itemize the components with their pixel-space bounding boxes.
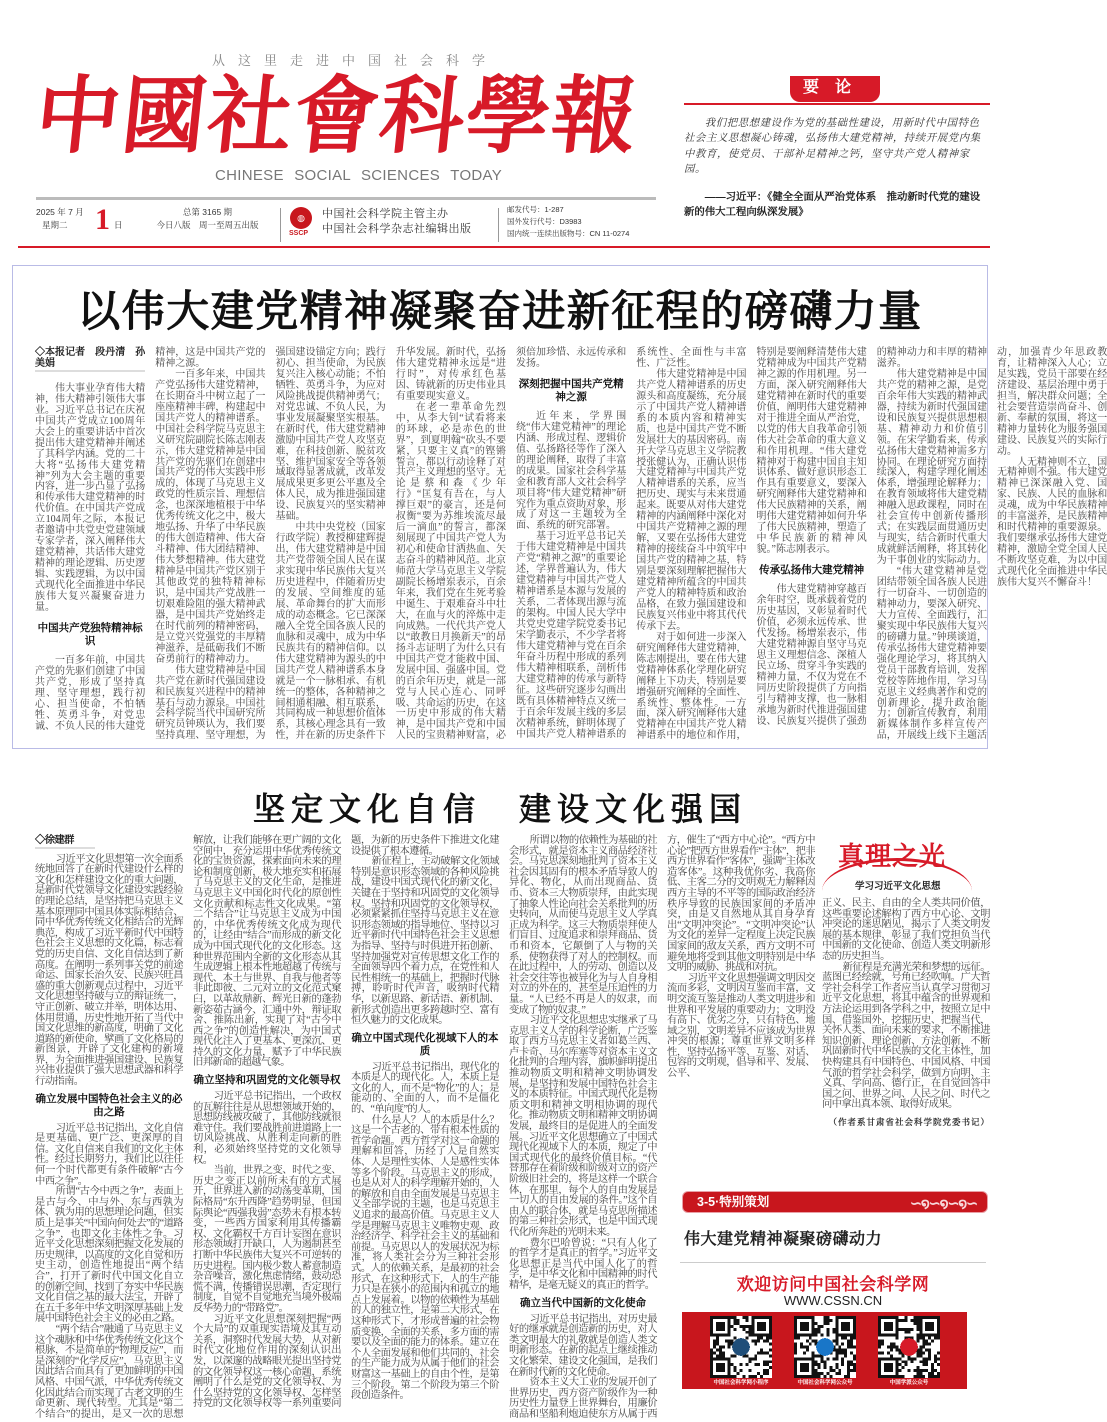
paragraph: 基于习近平总书记关于伟大建党精神是中国共产党“精神之源”的重要论述，学界普遍认为，伟大建党精神与中国共产党人精神谱系是本源与发展的关系，二者体现出源与流的架构。中国人民大学中共党史党建学院党委书记宋学勤表示，不少学者将伟大建党精神与党在百余年奋斗历程中形成的系列伟大精神相联系，剖析伟大建党精神的传承与新特征。这些研究逐步勾画出既有具体精神特点又统一于百余年发展主线的多层次精神系统，鲜明体现了中国共产党人精神谱系的系统性、全面性与丰富性、广泛性。 (516, 347, 747, 740)
paragraph: “两个结合”融通了马克思主义这个魂脉和中华优秀传统文化这个根脉，不是简单的“物理反应”，而是深刻的“化学反应”，马克思主义因此结合而具有了更加鲜明的中国风格、中国气派，中华优秀传统文化因此结合而实现了古老文明的生命更新、现代转型。尤其是“第二个结合”的提出，是又一次的思想解放，让我们能够在更广阔的文化空间中，充分运用中华优秀传统文化的宝贵资源，探索面向未来的理论和制度创新，极大地充实和拓展了马克思主义的文化生命，是推进马克思主义中国化时代化的原创性文化贡献和标志性文化成果。“第二个结合”让马克思主义成为中国的，中华优秀传统文化成为现代的，让经由“结合”而形成的新文化成为中国式现代化的文化形态。这种世界范围内全新的文化形态从其生成逻辑上根本性地超越了传统与现代、本土与世界、自我与他者等非此即彼、二元对立的文化范式窠臼，以革故鼎新、辉光日新的蓬勃新姿茹古涵今、汇通中外，辩证取舍、推陈出新，实现了对“古今中西之争”的创造性解决，为中国式现代化注入了更基本、更深沉、更持久的文化力量，赋予了中华民族旧邦新命的超越气象。 (35, 835, 341, 1420)
cn-code: 国内统一连续出版物号：CN 11-0274 (507, 229, 630, 238)
section-heading: 确立中国式现代化视域下人的本质 (351, 1031, 499, 1057)
yaolun-tab: 要论 (790, 76, 880, 102)
sscp-logo-icon: ◍ (290, 207, 312, 229)
paragraph: 习近平文化思想忠实继承了马克思主义人学的科学论断，广泛鉴取了西方马克思主义者如葛兰西、卢卡奇、马尔库塞等对资本主义文化批判的合理内容，旗帜鲜明提出推动物质文明和精神文明协调发展，是坚持和发展中国特色社会主义的本质特征。中国式现代化是物质文明和精神文明相协调的现代化。推动物质文明和精神文明协调发展，最终目的是促进人的全面发展。习近平文化思想确立了中国式现代化视域下人的本质，规定了中国式现代化的最终价值目标。“代替那存在着阶级和阶级对立的资产阶级旧社会的，将是这样一个联合体，在那里，每个人的自由发展是一切人的自由发展的条件。”这个自由人的联合体，就是马克思所描述的第三种社会形式，也是中国式现代化所奔赴的光明未来。 (509, 1015, 657, 1238)
special-banner-label: 3-5·特别策划 (697, 1195, 770, 1209)
paragraph: 正义、民主、自由的全人类共同价值，这些重要论述解构了西方中心论、文明冲突论的迷思陋见，揭示了人类文明发展的基本规律，彰显了我们党担负当代中国新的文化使命、创造人类文明新形态的历史担当。 (822, 898, 990, 962)
paragraph: 人无精神则不立，国无精神则不强。伟大建党精神已深深融入党、国家、民族、人民的血脉和灵魂，成为中华民族精神的丰富滋养，是民族精神和时代精神的重要源泉。我们要继承弘扬伟大建党精神，激励全党全国人民不断攻坚克难，为以中国式现代化全面推进中华民族伟大复兴不懈奋斗！ (997, 456, 1107, 589)
paragraph: 当前，世界之变、时代之变、历史之变正以前所未有的方式展开，世界进入新的动荡变革期，国际格局“东升西降”趋势明显，但国际舆论“西强我弱”态势未有根本转变，一些西方国家利用其传播霸权、文化霸权千方百计妄图在意识形态领域打开缺口，人为遏制甚至打断中华民族伟大复兴不可逆转的历史进程。国内极少数人蓄意制造杂音噪音，激化焦虑情绪，鼓动恐慌不满，传播错误思潮，否定现行制度，自觉不自觉地充当境外极端反华势力的“带路党”。 (193, 1165, 341, 1314)
paragraph: 新征程是充满光荣和梦想的远征。蓝图已经绘就，号角已经吹响。广大哲学社会科学工作者应当认真学习贯彻习近平文化思想，将其中蕴含的世界观和方法论运用到各学科之中，按照立足中国、借鉴国外，挖掘历史、把握当代，关怀人类、面向未来的要求，不断推进知识创新、理论创新、方法创新，不断巩固新时代中华民族的文化主体性，加快构建具有中国特色、中国风格、中国气派的哲学社会科学，做到方向明、主义真、学问高、德行正，在自觉回答中国之问、世界之问、人民之问、时代之问中拿出真本领、取得好成果。 (822, 961, 990, 1111)
lower-article-title: 坚定文化自信 建设文化强国 (252, 791, 747, 827)
qr-label: 中国社会科学网小程序 (713, 1380, 769, 1386)
paragraph: 习近平总书记指出，文化自信是更基础、更广泛、更深厚的自信。文化自信来自我们的文化主体性。经过长期努力，我们比以往任何一个时代都更有条件破解“古今中西之争”。 (35, 1122, 183, 1187)
section-heading: 确立发展中国特色社会主义的必由之路 (35, 1092, 183, 1118)
paragraph: 伟大建党精神是中国共产党人精神谱系的历史源头和高度凝练，充分展示了中国共产党人精神谱系的本质内容和精神实质，也是中国共产党不断发展壮大的基因密码。南开大学马克思主义学院教授张健认为，正确认识伟大建党精神与中国共产党人精神谱系的关系，应当把历史、现实与未来贯通起来。既要从对伟大建党精神的内涵阐释中深化对中国共产党精神之源的理解，又要在弘扬伟大建党精神的接续奋斗中筑牢中国共产党的精神之基，特别是要深刻理解把握伟大建党精神所蕴含的中国共产党人的精神特质和政治品格，在致力强国建设和民族复兴伟业中将其代代传承下去。 (636, 368, 747, 632)
special-banner[interactable] (682, 1191, 988, 1213)
newspaper-masthead: 中國社會科學報 (31, 71, 643, 164)
pages-info: 今日八版 周一至周五出版 (156, 220, 259, 230)
paragraph: 新征程上，主动破解文化领域特别是意识形态领域的各种风险挑战，建设中国式现代化的新文化，关键在于坚持和巩固党的文化领导权。坚持和巩固党的文化领导权，必须紧紧抓住坚持马克思主义在意识形态领域的指导地位、坚持以习近平新时代中国特色社会主义思想为指导、坚持与时俱进开拓创新、坚持加强党对宣传思想文化工作的全面领导四个着力点，在党性和人民性相统一的基础上，把握时代脉搏，聆听时代声音，吸纳时代精华，以新思路、新话语、新机制、新形式创造出更多跨越时空、富有恒久魅力的文化成果。 (351, 856, 499, 1027)
divider (280, 208, 281, 242)
section-heading: 确立当代中国新的文化使命 (520, 1296, 646, 1309)
paragraph: 伟大建党精神是中国共产党在新时代强国建设和民族复兴进程中的精神基石与动力源泉。中国社会科学院当代中国研究所研究员钟瑛认为，我们要坚持真理、坚守理想，为强国建设锚定方向；践行初心、担当使命，为民族复兴注入核心动能；不怕牺牲、英勇斗争，为应对风险挑战提供精神勇气；对党忠诚、不负人民，为事业发展凝聚坚实根基。在新时代，伟大建党精神激励中国共产党人攻坚克难，在科技创新、脱贫攻坚、维护国家安全等各领域取得显著成就，改革发展成果更多更公平惠及全体人民，成为推进强国建设、民族复兴的坚实精神基础。 (155, 347, 386, 742)
paragraph: 伟大事业孕育伟大精神，伟大精神引领伟大事业。习近平总书记在庆祝中国共产党成立100周年大会上的重要讲话中首次提出伟大建党精神并阐述了其科学内涵。党的二十大将“弘扬伟大建党精神”列为大会主题的重要内容，进一步凸显了弘扬和传承伟大建党精神的时代价值。在中国共产党成立104周年之际，本报记者邀请中共党史党建领域专家学者，深入阐释伟大建党精神，共话伟大建党精神的理论逻辑、历史逻辑、实践逻辑，为以中国式现代化全面推进中华民族伟大复兴凝聚奋进力量。 (35, 382, 146, 613)
masthead-slogan: 从这里走进中国社会科学 (212, 53, 499, 68)
section-heading: 深刻把握中国共产党精神之源 (518, 377, 624, 403)
yaolun-quote: 我们把思想建设作为党的基础性建设，用新时代中国特色社会主义思想凝心铸魂，弘扬伟大建党精神，持续开展党内集中教育，使党员、干部补足精神之钙，坚守共产党人精神家园。 (684, 118, 981, 175)
paragraph: 伟大建党精神是中国共产党的精神之源，是党百余年伟大实践的精神武器，持续为新时代强国建设和民族复兴提供思想根基、精神动力和价值引领。在宋学勤看来，传承弘扬伟大建党精神需多方协同。在理论研究方面持续深入，构建学理化阐述体系，增强理论解释力；在教育领域将伟大建党精神融入思政课程，同时在社会宣传中创新传播形式；在实践层面贯通历史与现实，结合新时代重大成就鲜活阐释，将其转化为干事创业的实际动力。 (876, 368, 987, 567)
paragraph: 习近平文化思想强调文明因交流而多彩，文明因互鉴而丰富，文明交流互鉴是推动人类文明进步和世界和平发展的重要动力；文明没有高下、优劣之分，只有特色、地域之别，文明差异不应该成为世界冲突的根源；尊重世界文明多样性，坚持弘扬平等、互鉴、对话、包容的文明观，倡导和平、发展、公平、 (667, 972, 815, 1080)
yaolun-source: ——习近平：《健全全面从严治党体系 推动新时代党的建设新的伟大工程向纵深发展》 (684, 192, 981, 218)
qr-label: 中国社会科学网公众号 (797, 1380, 853, 1386)
top-article-body (35, 347, 1107, 745)
lower-article-last-column (822, 899, 990, 1128)
paragraph: 习近平总书记指出，一个政权的瓦解往往是从思想领域开始的，思想防线被攻破了，其他防线就很难守住。我们要战胜前进道路上一切风险挑战、从胜利走向新的胜利，必须始终坚持党的文化领导权。 (193, 1091, 341, 1166)
paragraph: 近年来，学界围绕“伟大建党精神”的理论内涵、形成过程、逻辑价值、弘扬路径等作了深入的理论阐释，取得了丰富的成果。国家社会科学基金和教育部人文社会科学项目将“伟大建党精神”研究作为重点资助对象，形成了对这一主题较为全面、系统的研究部署。 (516, 410, 627, 532)
paragraph: 中共中央党校（国家行政学院）教授柳建辉提出，伟大建党精神是中国共产党带领全国人民在谋求实现中华民族伟大复兴历史进程中，伴随着历史的发展、空间维度的延展、革命舞台的扩大而形成的动态概念。它已深深融入全党全国各族人民的血脉和灵魂中，成为中华民族共有的精神信仰。以伟大建党精神为源头的中国共产党人精神谱系本身就是一个一脉相承、有机统一的整体，各种精神之间相通相融、相互联系，共同构成一种思想价值体系，其核心理念具有一致性，并在新的历史条件下升华发展。新时代，弘扬伟大建党精神永远是“进行时”，对传承红色基因、铸就新的历史伟业具有重要现实意义。 (275, 347, 506, 742)
issue-block (155, 206, 260, 232)
website-title: 欢迎访问中国社会科学网 (736, 1275, 930, 1294)
qr-code-panel (682, 1312, 967, 1389)
paragraph: 对于如何进一步深入研究阐释伟大建党精神，陈志刚提出，要在伟大建党精神体系化学理化研究阐释上下功夫，特别是要增强研究阐释的全面性、系统性、整体性。一方面，深入研究阐释伟大建党精神在中国共产党人精神谱系中的地位和作用，特别是要阐释清楚伟大建党精神成为中国共产党精神之源的作用机理。另一方面，深入研究阐释伟大建党精神在新时代的重要价值，阐明伟大建党精神对于推进全面从严治党，以党的伟大自我革命引领伟大社会革命的重大意义和作用机理。“伟大建党精神对于构建中国自主知识体系、做好意识形态工作具有重要意义，要深入研究阐释伟大建党精神和伟大民族精神的关系，阐明伟大建党精神如何升华了伟大民族精神，塑造了中华民族新的精神风貌。”陈志刚表示。 (636, 347, 867, 742)
author-note: （作者系甘肃省社会科学院党委书记） (828, 1116, 990, 1127)
foreign-code: 国外发行代号：D3983 (507, 217, 582, 226)
qr-label: 中国学派公众号 (889, 1380, 929, 1386)
paragraph: 习近平文化思想第一次全面系统地回答了在新时代建设什么样的文化和怎样建设文化的重大问题，是新时代党领导文化建设实践经验的理论总结，是坚持把马克思主义基本原理同中国具体实际相结合、同中华优秀传统文化相结合的光辉典范，构成了习近平新时代中国特色社会主义思想的文化篇，标志着党的历史自信、文化自信达到了新高度。在阐明一系列事关党的前途命运、国家长治久安、民族兴旺昌盛的重大创新观点过程中，习近平文化思想坚持破与立的辩证统一，守正创新、破立并举，明体达用、体用贯通，历史性地开拓了当代中国文化思维的新高度，明确了文化道路的新使命，擘画了文化格局的新图景，开辟了文化建构的新境界，为全面推进强国建设、民族复兴伟业提供了强大思想武器和科学行动指南。 (35, 853, 183, 1088)
qr-code-icon[interactable] (794, 1316, 856, 1378)
section-heading: 中国共产党独特精神标识 (37, 621, 143, 647)
qr-code-icon[interactable] (710, 1316, 772, 1378)
publisher-line-2: 中国社会科学杂志社编辑出版 (322, 223, 472, 235)
header-rule (18, 246, 990, 248)
paragraph: 所谓“古今中西之争”，表面上是古与今、中与外、东与西孰为体、孰为用的思想理论问题，但实质上是事关“中国向何处去”的“道路之争”，也即文化主体性之争。习近平文化思想深刻把握文化发展的历史规律，以高度的文化自觉和历史主动，创造性地提出“两个结合”，打开了新时代中国文化自立的创新空间，找到了夯实中华民族文化自信之基的最大法宝，开辟了在五千多年中华文明深厚基础上发展中国特色社会主义的必由之路。 (35, 1186, 183, 1325)
divider (36, 197, 656, 200)
paragraph: 所谓以物的依赖性为基础的社会形式，就是资本主义商品经济社会。马克思深刻地批判了资本主义社会因其固有的根本矛盾导致人的异化、物化，从而出现商品、货币、资本三大物质崇拜，由此实现了抽象人性论向社会关系批判的历史转向，从而使马克思主义人学真正成为科学。这三大物质崇拜使人们盲目、过度追求和崇拜商品、货币和资本，它颠倒了人与物的关系，使物获得了对人的控制权。而在此过程中，人的劳动、创造以及社会交往等也被异化为与人自身相对立的外在的，甚至是压迫性的力量。“人已经不再是人的奴隶，而变成了物的奴隶。” (509, 835, 657, 1016)
publisher-block (322, 207, 472, 237)
paragraph: 习近平文化思想深刻把握“两个大局”的双重现实语境及其互动关系，洞察时代发展大势，从对新时代文化地位作用的深刻认识出发，以深邃的战略眼光提出坚持党的文化领导权这一核心命题，系统阐明了什么是党的文化领导权、为什么坚持党的文化领导权、怎样坚持党的文化领导权等一系列重要问题，为新的历史条件下推进文化建设提供了根本遵循。 (193, 835, 499, 1410)
paragraph: 一百多年前，中国共产党的先驱们创建了中国共产党，形成了坚持真理、坚守理想，践行初心、担当使命，不怕牺牲、英勇斗争，对党忠诚、不负人民的伟大建党精神，这是中国共产党的精神之源。 (35, 347, 266, 732)
paragraph: 资本主义大工业的发展开创了世界历史，西方资产阶级作为一种历史性力量登上世界舞台，用廉价商品和坚船利炮迫使东方从属于西方，催生了“西方中心论”。“西方中心论”把西方世界看作“主体”，把非西方世界看作“客体”，强调“主体改造客体”。这种我优你劣、我高你低、主客二分的文明观无力解释因西方主导的不平等的国际政治经济秩序导致的民族国家间的矛盾冲突，由是又自然地从其自身孕育出“文明冲突论”。“文明冲突论”认为文化的差异一定程度上决定民族国家间的敌友关系，西方文明不可避免地将受到其他文明特别是中华文明的威胁、挑战和对抗。 (509, 835, 815, 1420)
paragraph: 费尔巴哈曾说：“只有人化了的哲学才是真正的哲学。”习近平文化思想正是当代中国人化了的哲学，是中华文化和中国精神的时代精华，是毫无疑义的真正的哲学。 (509, 1237, 657, 1291)
day-number: 1 (95, 203, 110, 236)
top-article-byline: ◇本报记者 段丹清 孙美娟 (35, 348, 145, 372)
zhenli-subtitle: 学习习近平文化思想 (855, 881, 941, 892)
paragraph: “伟大建党精神是党团结带领全国各族人民进行一切奋斗、一切创造的精神动力，要深入研究、大力宣传、全面践行，汇聚实现中华民族伟大复兴的磅礴力量。”钟瑛谈道，传承弘扬伟大建党精神要强化理论学习，将其纳入党员干部教育培训，发挥党校等阵地作用，学习马克思主义经典著作和党的创新理论，提升政治能力；创新宣传教育，利用新媒体制作多样宣传产品，开展线上线下主题活动，加强青少年思政教育，让精神深入人心；立足实践，党员干部要在经济建设、基层治理中勇于担当，解决群众问题；全社会要营造崇尚奋斗、创新、奉献的氛围，将这一精神力量转化为服务强国建设、民族复兴的实际行动。 (876, 347, 1107, 742)
section-heading: 确立坚持和巩固党的文化领导权 (193, 1074, 341, 1087)
publisher-line-1: 中国社会科学院主管主办 (322, 208, 449, 220)
sscp-logo-text: SSCP (289, 230, 309, 237)
weekday: 星期二 (42, 220, 68, 230)
date-line: 2025 年 7 月 (36, 207, 84, 217)
cloud-ornament-icon: ∽໑∽໑∽໑∽ (910, 1195, 977, 1211)
day-suffix: 日 (114, 220, 123, 230)
paragraph: 什么是人？人的本质是什么？这是一个古老的、带有根本性质的哲学命题。西方哲学对这一命题的理解和回答，历经了人是自然实体、人是理性实体、人是感性实体等多个阶段。马克思主义的形成，也是从对人的科学理解开始的，人的解放和自由全面发展是马克思主义全部学说的主题，也是马克思主义追求的最高价值。马克思主义人学是理解马克思主义唯物史观、政治经济学、科学社会主义的基础和前提。马克思以人的发展状况为标准，将人类社会分为三种社会形式。人的依赖关系，是最初的社会形式，在这种形式下，人的生产能力只是在狭小的范围内和孤立的地点上发展着。以物的依赖性为基础的人的独立性，是第二大形式，在这种形式下，才形成普遍的社会物质变换，全面的关系，多方面的需要以及全面的能力的体系。建立在个人全面发展和他们共同的、社会的生产能力成为从属于他们的社会财富这一基础上的自由个性，是第三个阶段。第二个阶段为第三个阶段创造条件。 (351, 1114, 499, 1402)
zhenli-column-title: 真理之光 (838, 841, 947, 871)
paragraph: 习近平总书记指出，现代化的本质是人的现代化。人，本质上是文化的人，而不是“物化”的人；是能动的、全面的人，而不是僵化的、“单向度”的人。 (351, 1061, 499, 1116)
lower-article-byline: ◇徐建群 (35, 836, 95, 849)
section-heading: 传承弘扬伟大建党精神 (759, 564, 865, 577)
postal-code: 邮发代号：1-287 (507, 205, 564, 214)
paragraph: 习近平总书记指出，对历史最好的继承就是创造新的历史，对人类文明最大的礼敬就是创造人类文明新形态。在新的起点上继续推动文化繁荣、建设文化强国，是我们在新时代新的文化使命。 (509, 1313, 657, 1378)
divider (498, 208, 499, 242)
date-block (36, 206, 84, 232)
paragraph: 一百多年来，中国共产党弘扬伟大建党精神，在长期奋斗中树立起了一座座精神丰碑，构建起中国共产党人的精神谱系。中国社会科学院马克思主义研究院副院长陈志刚表示，伟大建党精神是中国共产党的先驱们在创建中国共产党的伟大实践中形成的，体现了马克思主义政党的性质宗旨、理想信念，也深深地植根于中华优秀传统文化之中，极大地弘扬、升华了中华民族的伟大创造精神、伟大奋斗精神、伟大团结精神、伟大梦想精神。伟大建党精神是中国共产党区别于其他政党的独特精神标识，是中国共产党战胜一切艰难险阻的强大精神武器，是中国共产党始终走在时代前列的精神密码，是立党兴党强党的丰厚精神滋养，是砥砺我们不断奋勇前行的精神动力。 (155, 368, 266, 665)
top-article-title: 以伟大建党精神凝聚奋进新征程的磅礴力量 (77, 288, 923, 336)
qr-code-icon[interactable] (878, 1316, 940, 1378)
special-headline[interactable]: 伟大建党精神凝聚磅礴动力 (684, 1231, 883, 1248)
website-url[interactable]: WWW.CSSN.CN (783, 1293, 883, 1308)
codes-block (507, 204, 629, 240)
paragraph: 伟大建党精神穿越百余年时空，既承载着党的历史基因，又彰显着时代价值，必须永远传承、世代发扬。杨增岽表示，伟大建党精神源自坚守马克思主义理想信念、深植人民立场、贯穿斗争实践的精神力量，不仅为党在不同历史阶段提供了方向指引与精神支撑，也一脉相承地为新时代推进强国建设、民族复兴提供了强劲的精神动力和丰厚的精神滋养。 (756, 347, 987, 727)
divider (680, 1262, 986, 1263)
paragraph: 在老一辈革命先烈中，从李大钊“试看将来的环球，必是赤色的世界”，到夏明翰“砍头不要紧，只要主义真”的铿锵誓言，都以行动诠释了对共产主义理想的坚守。无论是蔡和森《少年行》“匡复有吾在，与人撑巨艰”的豪言，还是何叔衡“要为苏维埃流尽最后一滴血”的誓言，都深刻展现了中国共产党人为初心和使命甘洒热血、矢志奋斗的精神风范。北京师范大学马克思主义学院副院长杨增岽表示，百余年来，我们党在生死考验中诞生、于艰难奋斗中壮大，在血与火的淬炼中走向成熟。一代代共产党人以“敢教日月换新天”的昂扬斗志证明了为什么只有中国共产党才能救中国、发展中国、强盛中国。党的百余年历史，就是一部党与人民心连心、同呼吸、共命运的历史，在这一历史中形成的伟大精神，是中国共产党和中国人民的宝贵精神财富，必须倍加珍惜、永远传承和发扬。 (395, 347, 627, 742)
issue-number: 总第 3165 期 (182, 207, 233, 217)
masthead-english: CHINESE SOCIAL SCIENCES TODAY (215, 167, 503, 184)
yaolun-rule (684, 103, 990, 105)
